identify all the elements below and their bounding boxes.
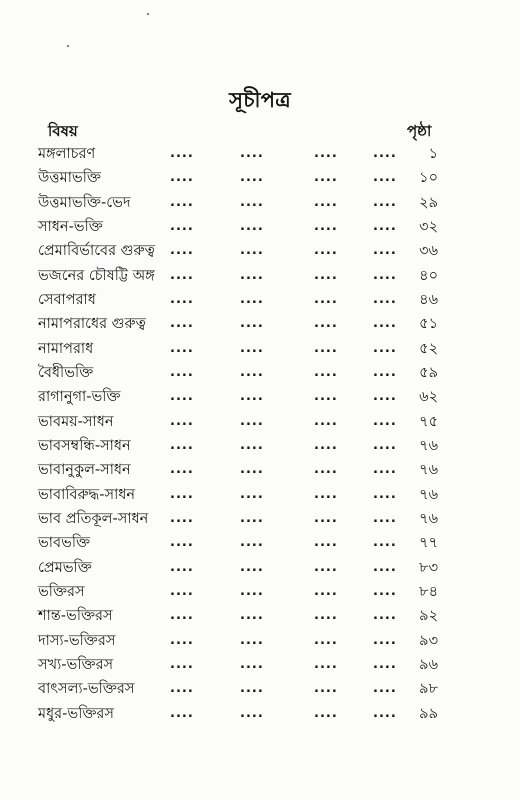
leader-dots: ....	[170, 510, 194, 526]
toc-entry	[0, 410, 520, 434]
toc-entry	[0, 702, 520, 726]
leader-dots: ....	[240, 510, 264, 526]
toc-entry-page-number: ৭৭	[419, 535, 438, 552]
toc-entry	[0, 556, 520, 580]
toc-entry-page-number: ৫১	[419, 316, 438, 333]
toc-entry	[0, 531, 520, 555]
toc-entry-page-number: ২৯	[419, 194, 438, 211]
toc-entry-title: ভাবভক্তি	[38, 535, 91, 552]
toc-entry	[0, 458, 520, 482]
leader-dots: ....	[170, 583, 194, 599]
leader-dots: ....	[170, 389, 194, 405]
leader-dots: ....	[240, 170, 264, 186]
toc-entry	[0, 677, 520, 701]
leader-dots: ....	[170, 681, 194, 697]
leader-dots: ....	[314, 535, 338, 551]
toc-entry-title: ভক্তিরস	[38, 583, 85, 600]
leader-dots: ....	[240, 267, 264, 283]
leader-dots: ....	[240, 705, 264, 721]
leader-dots: ....	[170, 608, 194, 624]
page-column-header: পৃষ্ঠা	[407, 122, 432, 140]
leader-dots: ....	[314, 170, 338, 186]
leader-dots: ....	[170, 146, 194, 161]
leader-dots: ....	[314, 364, 338, 380]
leader-dots: ....	[314, 705, 338, 721]
leader-dots: ....	[240, 583, 264, 599]
toc-entry	[0, 385, 520, 409]
toc-entry-title: শান্ত-ভক্তিরস	[38, 608, 113, 625]
toc-entry	[0, 629, 520, 653]
leader-dots: ....	[373, 705, 397, 721]
toc-entry-page-number: ৭৬	[419, 486, 438, 503]
leader-dots: ....	[240, 632, 264, 648]
leader-dots: ....	[373, 364, 397, 380]
toc-entry-page-number: ১	[428, 146, 438, 162]
leader-dots: ....	[170, 705, 194, 721]
toc-entry-title: নামাপরাধ	[38, 340, 94, 357]
leader-dots: ....	[170, 632, 194, 648]
leader-dots: ....	[314, 389, 338, 405]
toc-entry	[0, 166, 520, 190]
leader-dots: ....	[373, 413, 397, 429]
subject-column-header: বিষয়	[48, 122, 78, 140]
leader-dots: ....	[373, 486, 397, 502]
leader-dots: ....	[240, 656, 264, 672]
toc-entry	[0, 239, 520, 263]
toc-entry	[0, 434, 520, 458]
leader-dots: ....	[373, 535, 397, 551]
page-title: সূচীপত্র	[229, 88, 291, 112]
leader-dots: ....	[373, 656, 397, 672]
leader-dots: ....	[373, 243, 397, 259]
leader-dots: ....	[373, 267, 397, 283]
toc-entry-title: মধুর-ভক্তিরস	[38, 705, 114, 722]
table-of-contents	[0, 142, 520, 726]
toc-entry-title: দাস্য-ভক্তিরস	[38, 632, 116, 649]
toc-entry-title: প্রেমাবির্ভাবের গুরুত্ব	[38, 243, 155, 260]
leader-dots: ....	[170, 291, 194, 307]
toc-entry	[0, 580, 520, 604]
toc-entry	[0, 337, 520, 361]
leader-dots: ....	[314, 243, 338, 259]
toc-entry-title: মঙ্গলাচরণ	[38, 146, 96, 162]
leader-dots: ....	[373, 340, 397, 356]
leader-dots: ....	[240, 316, 264, 332]
leader-dots: ....	[240, 243, 264, 259]
leader-dots: ....	[373, 632, 397, 648]
leader-dots: ....	[240, 364, 264, 380]
leader-dots: ....	[373, 608, 397, 624]
leader-dots: ....	[373, 681, 397, 697]
leader-dots: ....	[240, 340, 264, 356]
toc-entry-page-number: ৫২	[419, 340, 438, 357]
leader-dots: ....	[170, 535, 194, 551]
toc-entry-page-number: ৯৮	[419, 681, 438, 698]
toc-entry-page-number: ৮৩	[419, 559, 438, 576]
print-speck	[147, 13, 149, 15]
leader-dots: ....	[240, 535, 264, 551]
toc-entry-title: ভাবাবিরুদ্ধ-সাধন	[38, 486, 136, 503]
toc-entry-title: বাৎসল্য-ভক্তিরস	[38, 681, 135, 698]
toc-entry-page-number: ৭৬	[419, 437, 438, 454]
leader-dots: ....	[373, 559, 397, 575]
toc-entry-title: উত্তমাভক্তি	[38, 170, 101, 187]
toc-entry	[0, 215, 520, 239]
leader-dots: ....	[170, 364, 194, 380]
leader-dots: ....	[314, 291, 338, 307]
toc-entry	[0, 264, 520, 288]
toc-entry-page-number: ৭৬	[419, 462, 438, 479]
toc-entry-title: সাধন-ভক্তি	[38, 218, 103, 235]
leader-dots: ....	[373, 462, 397, 478]
toc-entry-page-number: ৯৩	[419, 632, 438, 649]
leader-dots: ....	[314, 486, 338, 502]
toc-entry-page-number: ৭৫	[419, 413, 438, 430]
toc-entry	[0, 507, 520, 531]
leader-dots: ....	[170, 267, 194, 283]
leader-dots: ....	[240, 218, 264, 234]
leader-dots: ....	[240, 146, 264, 161]
leader-dots: ....	[314, 218, 338, 234]
leader-dots: ....	[314, 608, 338, 624]
toc-entry-title: উত্তমাভক্তি-ভেদ	[38, 194, 131, 211]
leader-dots: ....	[240, 559, 264, 575]
leader-dots: ....	[170, 413, 194, 429]
toc-entry	[0, 142, 520, 166]
leader-dots: ....	[240, 486, 264, 502]
toc-entry-page-number: ৫৯	[419, 364, 438, 381]
leader-dots: ....	[240, 291, 264, 307]
leader-dots: ....	[240, 608, 264, 624]
toc-entry	[0, 604, 520, 628]
toc-entry	[0, 483, 520, 507]
leader-dots: ....	[314, 681, 338, 697]
leader-dots: ....	[314, 437, 338, 453]
leader-dots: ....	[240, 413, 264, 429]
leader-dots: ....	[240, 437, 264, 453]
leader-dots: ....	[240, 194, 264, 210]
leader-dots: ....	[170, 194, 194, 210]
leader-dots: ....	[314, 559, 338, 575]
leader-dots: ....	[373, 510, 397, 526]
toc-entry-title: সখ্য-ভক্তিরস	[38, 656, 114, 673]
leader-dots: ....	[373, 389, 397, 405]
toc-entry-title: বৈধীভক্তি	[38, 364, 94, 381]
toc-entry-title: রাগানুগা-ভক্তি	[38, 389, 121, 406]
toc-entry	[0, 312, 520, 336]
leader-dots: ....	[373, 437, 397, 453]
toc-entry-page-number: ৯৬	[419, 656, 438, 673]
toc-entry	[0, 191, 520, 215]
toc-entry-page-number: ৭৬	[419, 510, 438, 527]
print-speck	[67, 45, 69, 47]
toc-entry-title: নামাপরাধের গুরুত্ব	[38, 316, 146, 333]
leader-dots: ....	[170, 462, 194, 478]
leader-dots: ....	[170, 218, 194, 234]
leader-dots: ....	[373, 170, 397, 186]
toc-entry	[0, 653, 520, 677]
toc-entry-page-number: ৯২	[419, 608, 438, 625]
leader-dots: ....	[314, 194, 338, 210]
toc-entry	[0, 288, 520, 312]
leader-dots: ....	[170, 656, 194, 672]
leader-dots: ....	[314, 316, 338, 332]
leader-dots: ....	[373, 583, 397, 599]
leader-dots: ....	[314, 583, 338, 599]
toc-entry-page-number: ৬২	[419, 389, 438, 406]
leader-dots: ....	[373, 194, 397, 210]
toc-entry-title: ভাবানুকুল-সাধন	[38, 462, 131, 479]
toc-entry-page-number: ৩২	[419, 218, 438, 235]
toc-entry-title: ভাব প্রতিকূল-সাধন	[38, 510, 149, 527]
toc-entry-page-number: ৪০	[419, 267, 438, 284]
leader-dots: ....	[373, 291, 397, 307]
leader-dots: ....	[314, 462, 338, 478]
leader-dots: ....	[240, 681, 264, 697]
leader-dots: ....	[314, 656, 338, 672]
toc-entry-page-number: ৩৬	[419, 243, 438, 260]
leader-dots: ....	[314, 510, 338, 526]
toc-entry-title: ভজনের চৌষট্টি অঙ্গ	[38, 267, 155, 284]
leader-dots: ....	[170, 316, 194, 332]
leader-dots: ....	[240, 462, 264, 478]
leader-dots: ....	[314, 413, 338, 429]
toc-entry	[0, 361, 520, 385]
leader-dots: ....	[170, 486, 194, 502]
toc-entry-title: ভাবসম্বন্ধি-সাধন	[38, 437, 131, 454]
leader-dots: ....	[170, 559, 194, 575]
toc-entry-page-number: ৮৪	[419, 583, 438, 600]
toc-entry-title: প্রেমভক্তি	[38, 559, 92, 576]
leader-dots: ....	[314, 267, 338, 283]
toc-entry-page-number: ৪৬	[419, 291, 438, 308]
leader-dots: ....	[314, 632, 338, 648]
toc-entry-page-number: ৯৯	[419, 705, 438, 722]
leader-dots: ....	[373, 316, 397, 332]
leader-dots: ....	[170, 437, 194, 453]
toc-entry-title: ভাবময়-সাধন	[38, 413, 114, 430]
leader-dots: ....	[314, 146, 338, 161]
leader-dots: ....	[240, 389, 264, 405]
leader-dots: ....	[170, 243, 194, 259]
toc-entry-page-number: ১০	[419, 170, 438, 187]
leader-dots: ....	[170, 170, 194, 186]
leader-dots: ....	[373, 146, 397, 161]
leader-dots: ....	[314, 340, 338, 356]
leader-dots: ....	[373, 218, 397, 234]
toc-entry-title: সেবাপরাধ	[38, 291, 96, 308]
leader-dots: ....	[170, 340, 194, 356]
